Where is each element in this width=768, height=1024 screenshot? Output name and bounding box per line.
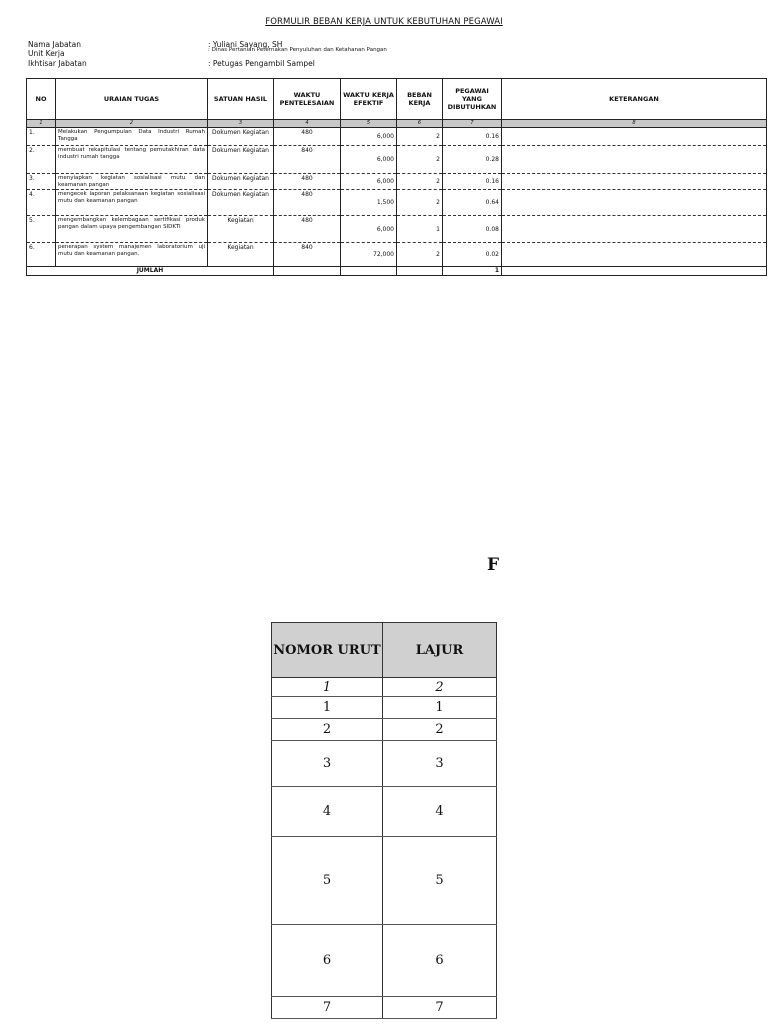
row-keterangan [502,174,767,190]
lajur-row [272,997,497,1019]
row-keterangan [502,190,767,216]
row-pegawai: 0.16 [443,128,502,146]
ikhtisar-label: Ikhtisar Jabatan [28,59,87,68]
row-no: 4. [27,190,56,216]
row-tugas: mengembangkan kelembagaan sertifikasi produk pangan dalam upaya pengembangan SIDKTI [56,216,208,243]
row-satuan: Dokumen Kegiatan [208,146,274,174]
row-keterangan [502,243,767,267]
table-row [27,128,767,146]
header-row [27,79,767,120]
lajur-cell: 4 [383,787,497,837]
lajur-cell: 4 [272,787,383,837]
col-number: 8 [502,120,767,128]
col-number: 7 [443,120,502,128]
row-beban: 2 [397,146,443,174]
lajur-row [272,925,497,997]
row-waktu: 480 [274,174,341,190]
col-header-keterangan: KETERANGAN [502,79,767,120]
ikhtisar-value: : Petugas Pengambil Sampel [208,59,315,68]
row-satuan: Dokumen Kegiatan [208,174,274,190]
total-value: 1 [443,267,502,276]
total-label: JUMLAH [27,267,274,276]
row-no: 5. [27,216,56,243]
total-empty [274,267,341,276]
partial-heading-letter: F [487,555,500,575]
row-efektif: 6,000 [341,216,397,243]
lajur-cell: 5 [383,837,497,925]
row-waktu: 480 [274,190,341,216]
lajur-cell: 1 [383,697,497,719]
lajur-header-row [272,623,497,678]
row-efektif: 6,000 [341,174,397,190]
lajur-row [272,719,497,741]
row-efektif: 6,000 [341,128,397,146]
row-waktu: 840 [274,243,341,267]
lajur-cell: 6 [383,925,497,997]
row-pegawai: 0.02 [443,243,502,267]
lajur-cell: 6 [272,925,383,997]
row-satuan: Dokumen Kegiatan [208,190,274,216]
row-beban: 2 [397,128,443,146]
row-beban: 1 [397,216,443,243]
col-number: 2 [56,120,208,128]
row-satuan: Kegiatan [208,243,274,267]
table-row [27,243,767,267]
row-tugas: penerapan system manajemen laboratorium uji mutu dan keamanan pangan. [56,243,208,267]
column-number-row [27,120,767,128]
total-row [27,267,767,276]
lajur-header-nomor: NOMOR URUT [272,623,383,678]
row-tugas: menyiapkan kegiatan sosialisasi mutu dan keamanan pangan [56,174,208,190]
row-waktu: 840 [274,146,341,174]
row-pegawai: 0.64 [443,190,502,216]
col-header-waktu: WAKTU PENTELESAIAN [274,79,341,120]
lajur-row [272,697,497,719]
unit-kerja-value: : Dinas Pertanian Peternakan Penyuluhan dan Ketahanan Pangan [208,47,387,53]
col-header-beban: BEBAN KERJA [397,79,443,120]
table-row [27,216,767,243]
col-number: 6 [397,120,443,128]
lajur-cell: 2 [272,719,383,741]
total-empty [341,267,397,276]
col-number: 3 [208,120,274,128]
row-no: 6. [27,243,56,267]
row-beban: 2 [397,190,443,216]
lajur-header-lajur: LAJUR [383,623,497,678]
col-header-no: NO [27,79,56,120]
row-pegawai: 0.28 [443,146,502,174]
col-header-efektif: WAKTU KERJA EFEKTIF [341,79,397,120]
row-efektif: 72,000 [341,243,397,267]
nama-jabatan-value: : Yuliani Sayang, SH [208,40,283,49]
lajur-row [272,678,497,697]
row-beban: 2 [397,174,443,190]
row-efektif: 1,500 [341,190,397,216]
row-tugas: membuat rekapitulasi tentang pemutakhiran data industri rumah tangga [56,146,208,174]
lajur-cell: 2 [383,678,497,697]
lajur-cell: 1 [272,697,383,719]
row-beban: 2 [397,243,443,267]
lajur-row [272,741,497,787]
lajur-cell: 7 [272,997,383,1019]
row-pegawai: 0.08 [443,216,502,243]
row-no: 3. [27,174,56,190]
total-empty [397,267,443,276]
row-waktu: 480 [274,216,341,243]
nama-jabatan-label: Nama Jabatan [28,40,81,49]
lajur-cell: 7 [383,997,497,1019]
row-waktu: 480 [274,128,341,146]
lajur-table [271,622,497,1019]
row-keterangan [502,128,767,146]
row-no: 2. [27,146,56,174]
lajur-row [272,787,497,837]
form-title: FORMULIR BEBAN KERJA UNTUK KEBUTUHAN PEGAWAI [265,17,503,27]
row-no: 1. [27,128,56,146]
unit-kerja-label: Unit Kerja [28,49,65,58]
col-header-satuan: SATUAN HASIL [208,79,274,120]
table-row [27,146,767,174]
col-number: 1 [27,120,56,128]
lajur-cell: 2 [383,719,497,741]
lajur-cell: 3 [272,741,383,787]
col-header-pegawai: PEGAWAI YANG DIBUTUHKAN [443,79,502,120]
col-number: 5 [341,120,397,128]
row-tugas: Melakukan Pengumpulan Data Industri Rumah Tangga [56,128,208,146]
lajur-cell: 3 [383,741,497,787]
row-keterangan [502,146,767,174]
row-pegawai: 0.16 [443,174,502,190]
workload-table [26,78,767,276]
col-header-uraian: URAIAN TUGAS [56,79,208,120]
row-tugas: mengecek laporan pelaksanaan kegiatan sosialisasi mutu dan keamanan pangan [56,190,208,216]
table-row [27,174,767,190]
row-keterangan [502,216,767,243]
row-satuan: Dokumen Kegiatan [208,128,274,146]
lajur-cell: 5 [272,837,383,925]
row-efektif: 6,000 [341,146,397,174]
col-number: 4 [274,120,341,128]
total-empty [502,267,767,276]
table-row [27,190,767,216]
lajur-cell: 1 [272,678,383,697]
row-satuan: Kegiatan [208,216,274,243]
lajur-row [272,837,497,925]
